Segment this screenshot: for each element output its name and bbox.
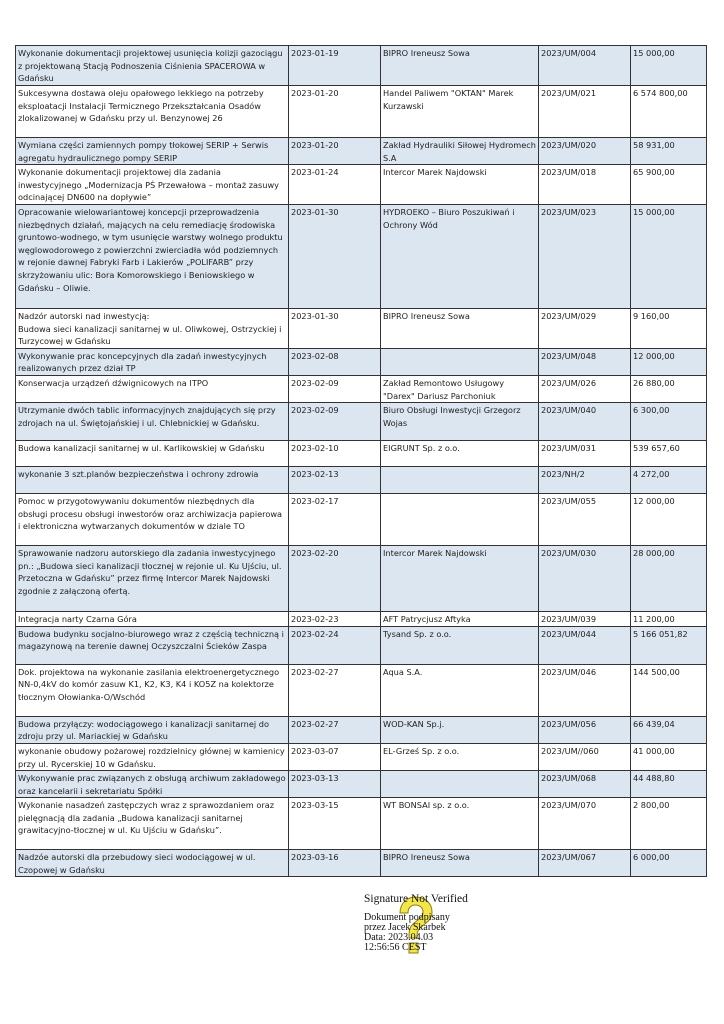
description-cell: Wymiana części zamiennych pompy tłokowej SERIP + Serwis agregatu hydraulicznego pompy SERIP — [16, 138, 289, 165]
date-cell: 2023-02-09 — [289, 403, 381, 441]
table-row — [16, 743, 707, 770]
contractor-cell: BIPRO Ireneusz Sowa — [381, 850, 539, 877]
amount-cell: 15 000,00 — [631, 204, 707, 308]
description-cell: wykonanie 3 szt.planów bezpieczeństwa i ochrony zdrowia — [16, 467, 289, 494]
amount-cell: 28 000,00 — [631, 546, 707, 612]
description-cell: Utrzymanie dwóch tablic informacyjnych znajdujących się przy zdrojach na ul. Świętojańskiej i ul. Chlebnickiej w Gdańsku. — [16, 403, 289, 441]
contract-number-cell: 2023/UM/004 — [539, 46, 631, 86]
description-cell: Dok. projektowa na wykonanie zasilania elektroenergetycznego NN-0,4kV do komór zasuw K1, K2, K3, K4 i KO5Z na kolektorze tłocznym Ołowianka-O/Wschód — [16, 664, 289, 716]
date-cell: 2023-02-13 — [289, 467, 381, 494]
date-cell: 2023-03-07 — [289, 743, 381, 770]
contractor-cell: Zakład Remontowo Usługowy "Darex" Dariusz Parchoniuk — [381, 375, 539, 402]
contract-number-cell: 2023/UM/039 — [539, 612, 631, 627]
table-row — [16, 546, 707, 612]
contractor-cell: Tysand Sp. z o.o. — [381, 626, 539, 664]
amount-cell: 5 166 051,82 — [631, 626, 707, 664]
contract-number-cell: 2023/UM/048 — [539, 348, 631, 375]
date-cell: 2023-01-30 — [289, 204, 381, 308]
date-cell: 2023-03-16 — [289, 850, 381, 877]
contract-number-cell: 2023/UM/020 — [539, 138, 631, 165]
date-cell: 2023-02-24 — [289, 626, 381, 664]
amount-cell: 6 574 800,00 — [631, 86, 707, 138]
description-cell: Nadzóe autorski dla przebudowy sieci wodociągowej w ul. Czopowej w Gdańsku — [16, 850, 289, 877]
contractor-cell: Handel Paliwem "OKTAN" Marek Kurzawski — [381, 86, 539, 138]
contractor-cell: EL-Grześ Sp. z o.o. — [381, 743, 539, 770]
signature-line-4: 12:56:56 CEST — [364, 942, 427, 953]
contract-number-cell: 2023/NH/2 — [539, 467, 631, 494]
description-cell: Wykonanie nasadzeń zastępczych wraz z sprawozdaniem oraz pielęgnacją dla zadania „Budowa kanalizacji sanitarnej grawitacyjno-tłocznej w ul. Ku Ujściu w Gdańsku”. — [16, 798, 289, 850]
contract-number-cell: 2023/UM/044 — [539, 626, 631, 664]
contract-number-cell: 2023/UM/068 — [539, 771, 631, 798]
table-row — [16, 798, 707, 850]
table-row — [16, 86, 707, 138]
contract-number-cell: 2023/UM/026 — [539, 375, 631, 402]
contractor-cell: WT BONSAI sp. z o.o. — [381, 798, 539, 850]
date-cell: 2023-01-24 — [289, 165, 381, 205]
amount-cell: 11 200,00 — [631, 612, 707, 627]
signature-line-2: przez Jacek Skarbek — [364, 922, 446, 933]
date-cell: 2023-01-30 — [289, 308, 381, 348]
table-row — [16, 664, 707, 716]
date-cell: 2023-03-13 — [289, 771, 381, 798]
contract-number-cell: 2023/UM/067 — [539, 850, 631, 877]
table-row — [16, 46, 707, 86]
description-cell: Nadzór autorski nad inwestycją: Budowa sieci kanalizacji sanitarnej w ul. Oliwkowej, Ostrzyckiej i Turzycowej w Gdańsku — [16, 308, 289, 348]
contractor-cell — [381, 348, 539, 375]
date-cell: 2023-02-23 — [289, 612, 381, 627]
amount-cell: 6 000,00 — [631, 850, 707, 877]
date-cell: 2023-02-27 — [289, 716, 381, 743]
description-cell: Pomoc w przygotowywaniu dokumentów niezbędnych dla obsługi procesu obsługi inwestorów oraz archiwizacja papierowa i elektroniczna wytwarzanych dokumentów w dziale TO — [16, 494, 289, 546]
contractor-cell: WOD-KAN Sp.j. — [381, 716, 539, 743]
date-cell: 2023-02-10 — [289, 441, 381, 467]
amount-cell: 58 931,00 — [631, 138, 707, 165]
date-cell: 2023-02-08 — [289, 348, 381, 375]
description-cell: Sprawowanie nadzoru autorskiego dla zadania inwestycyjnego pn.: „Budowa sieci kanalizacji tłocznej w rejonie ul. Ku Ujściu, ul. Przetoczna w Gdańsku” przez firmę Intercor Marek Najdowski zgodnie z załączoną ofertą. — [16, 546, 289, 612]
contract-number-cell: 2023/UM/055 — [539, 494, 631, 546]
table-row — [16, 308, 707, 348]
description-cell: Wykonanie dokumentacji projektowej dla zadania inwestycyjnego „Modernizacja PŚ Przewałowa – montaż zasuwy odcinającej DN600 na dopływie” — [16, 165, 289, 205]
table-row — [16, 850, 707, 877]
description-cell: Opracowanie wielowariantowej koncepcji przeprowadzenia niezbędnych działań, mających na celu remediację środowiska gruntowo-wodnego, w tym usunięcie warstwy wolnego produktu węglowodorowego z powierzchni zwierciadła wód podziemnych w rejonie dawnej Fabryki Farb i Lakierów „POLIFARB” przy skrzyżowaniu ulic: Bora Komorowskiego i Beniowskiego w Gdańsku – Oliwie. — [16, 204, 289, 308]
table-row — [16, 494, 707, 546]
contractor-cell — [381, 771, 539, 798]
contractor-cell — [381, 467, 539, 494]
signature-status: Signature Not Verified — [364, 893, 468, 905]
amount-cell: 539 657,60 — [631, 441, 707, 467]
contract-number-cell: 2023/UM//060 — [539, 743, 631, 770]
date-cell: 2023-03-15 — [289, 798, 381, 850]
amount-cell: 26 880,00 — [631, 375, 707, 402]
date-cell: 2023-01-20 — [289, 86, 381, 138]
table-row — [16, 612, 707, 627]
contractor-cell: Zakład Hydrauliki Siłowej Hydromech S.A — [381, 138, 539, 165]
contract-number-cell: 2023/UM/070 — [539, 798, 631, 850]
description-cell: Integracja narty Czarna Góra — [16, 612, 289, 627]
amount-cell: 12 000,00 — [631, 494, 707, 546]
contractor-cell: Intercor Marek Najdowski — [381, 165, 539, 205]
date-cell: 2023-02-09 — [289, 375, 381, 402]
contractor-cell: HYDROEKO – Biuro Poszukiwań i Ochrony Wód — [381, 204, 539, 308]
table-row — [16, 441, 707, 467]
contract-number-cell: 2023/UM/046 — [539, 664, 631, 716]
amount-cell: 9 160,00 — [631, 308, 707, 348]
contract-number-cell: 2023/UM/021 — [539, 86, 631, 138]
description-cell: Sukcesywna dostawa oleju opałowego lekkiego na potrzeby eksploatacji Instalacji Termicznego Przekształcania Osadów zlokalizowanej w Gdańsku przy ul. Benzynowej 26 — [16, 86, 289, 138]
table-row — [16, 204, 707, 308]
description-cell: Wykonywanie prac związanych z obsługą archiwum zakładowego oraz kancelarii i sekretariatu Spółki — [16, 771, 289, 798]
description-cell: Budowa przyłączy: wodociągowego i kanalizacji sanitarnej do zdroju przy ul. Mariackiej w Gdańsku — [16, 716, 289, 743]
table-row — [16, 716, 707, 743]
contract-number-cell: 2023/UM/030 — [539, 546, 631, 612]
amount-cell: 66 439,04 — [631, 716, 707, 743]
signature-line-3: Data: 2023.04.03 — [364, 932, 434, 943]
amount-cell: 12 000,00 — [631, 348, 707, 375]
table-row — [16, 467, 707, 494]
contractor-cell: AFT Patrycjusz Aftyka — [381, 612, 539, 627]
amount-cell: 65 900,00 — [631, 165, 707, 205]
description-cell: Wykonywanie prac koncepcyjnych dla zadań inwestycyjnych realizowanych przez dział TP — [16, 348, 289, 375]
date-cell: 2023-02-27 — [289, 664, 381, 716]
description-cell: Budowa kanalizacji sanitarnej w ul. Karlikowskiej w Gdańsku — [16, 441, 289, 467]
contract-number-cell: 2023/UM/023 — [539, 204, 631, 308]
contracts-table — [15, 45, 707, 877]
contractor-cell: BIPRO Ireneusz Sowa — [381, 46, 539, 86]
contract-number-cell: 2023/UM/056 — [539, 716, 631, 743]
table-row — [16, 348, 707, 375]
contract-number-cell: 2023/UM/031 — [539, 441, 631, 467]
contractor-cell: EIGRUNT Sp. z o.o. — [381, 441, 539, 467]
description-cell: Budowa budynku socjalno-biurowego wraz z częścią techniczną i magazynową na terenie dawnej Oczyszczalni Ścieków Zaspa — [16, 626, 289, 664]
contract-number-cell: 2023/UM/018 — [539, 165, 631, 205]
table-row — [16, 138, 707, 165]
description-cell: Wykonanie dokumentacji projektowej usunięcia kolizji gazociągu z projektowaną Stacją Podnoszenia Ciśnienia SPACEROWA w Gdańsku — [16, 46, 289, 86]
table-row — [16, 165, 707, 205]
signature-block — [364, 893, 534, 953]
description-cell: wykonanie obudowy pożarowej rozdzielnicy głównej w kamienicy przy ul. Rycerskiej 10 w Gdańsku. — [16, 743, 289, 770]
amount-cell: 41 000,00 — [631, 743, 707, 770]
amount-cell: 6 300,00 — [631, 403, 707, 441]
description-cell: Konserwacja urządzeń dźwignicowych na ITPO — [16, 375, 289, 402]
contractor-cell: BIPRO Ireneusz Sowa — [381, 308, 539, 348]
amount-cell: 44 488,80 — [631, 771, 707, 798]
table-row — [16, 403, 707, 441]
contract-number-cell: 2023/UM/029 — [539, 308, 631, 348]
table-row — [16, 626, 707, 664]
table-row — [16, 375, 707, 402]
contractor-cell: Aqua S.A. — [381, 664, 539, 716]
contractor-cell: Intercor Marek Najdowski — [381, 546, 539, 612]
table-row — [16, 771, 707, 798]
contract-number-cell: 2023/UM/040 — [539, 403, 631, 441]
date-cell: 2023-02-20 — [289, 546, 381, 612]
date-cell: 2023-01-19 — [289, 46, 381, 86]
date-cell: 2023-02-17 — [289, 494, 381, 546]
amount-cell: 15 000,00 — [631, 46, 707, 86]
signature-line-1: Dokument podpisany — [364, 912, 450, 923]
contractor-cell — [381, 494, 539, 546]
amount-cell: 4 272,00 — [631, 467, 707, 494]
contractor-cell: Biuro Obsługi Inwestycji Grzegorz Wojas — [381, 403, 539, 441]
date-cell: 2023-01-20 — [289, 138, 381, 165]
amount-cell: 144 500,00 — [631, 664, 707, 716]
amount-cell: 2 800,00 — [631, 798, 707, 850]
